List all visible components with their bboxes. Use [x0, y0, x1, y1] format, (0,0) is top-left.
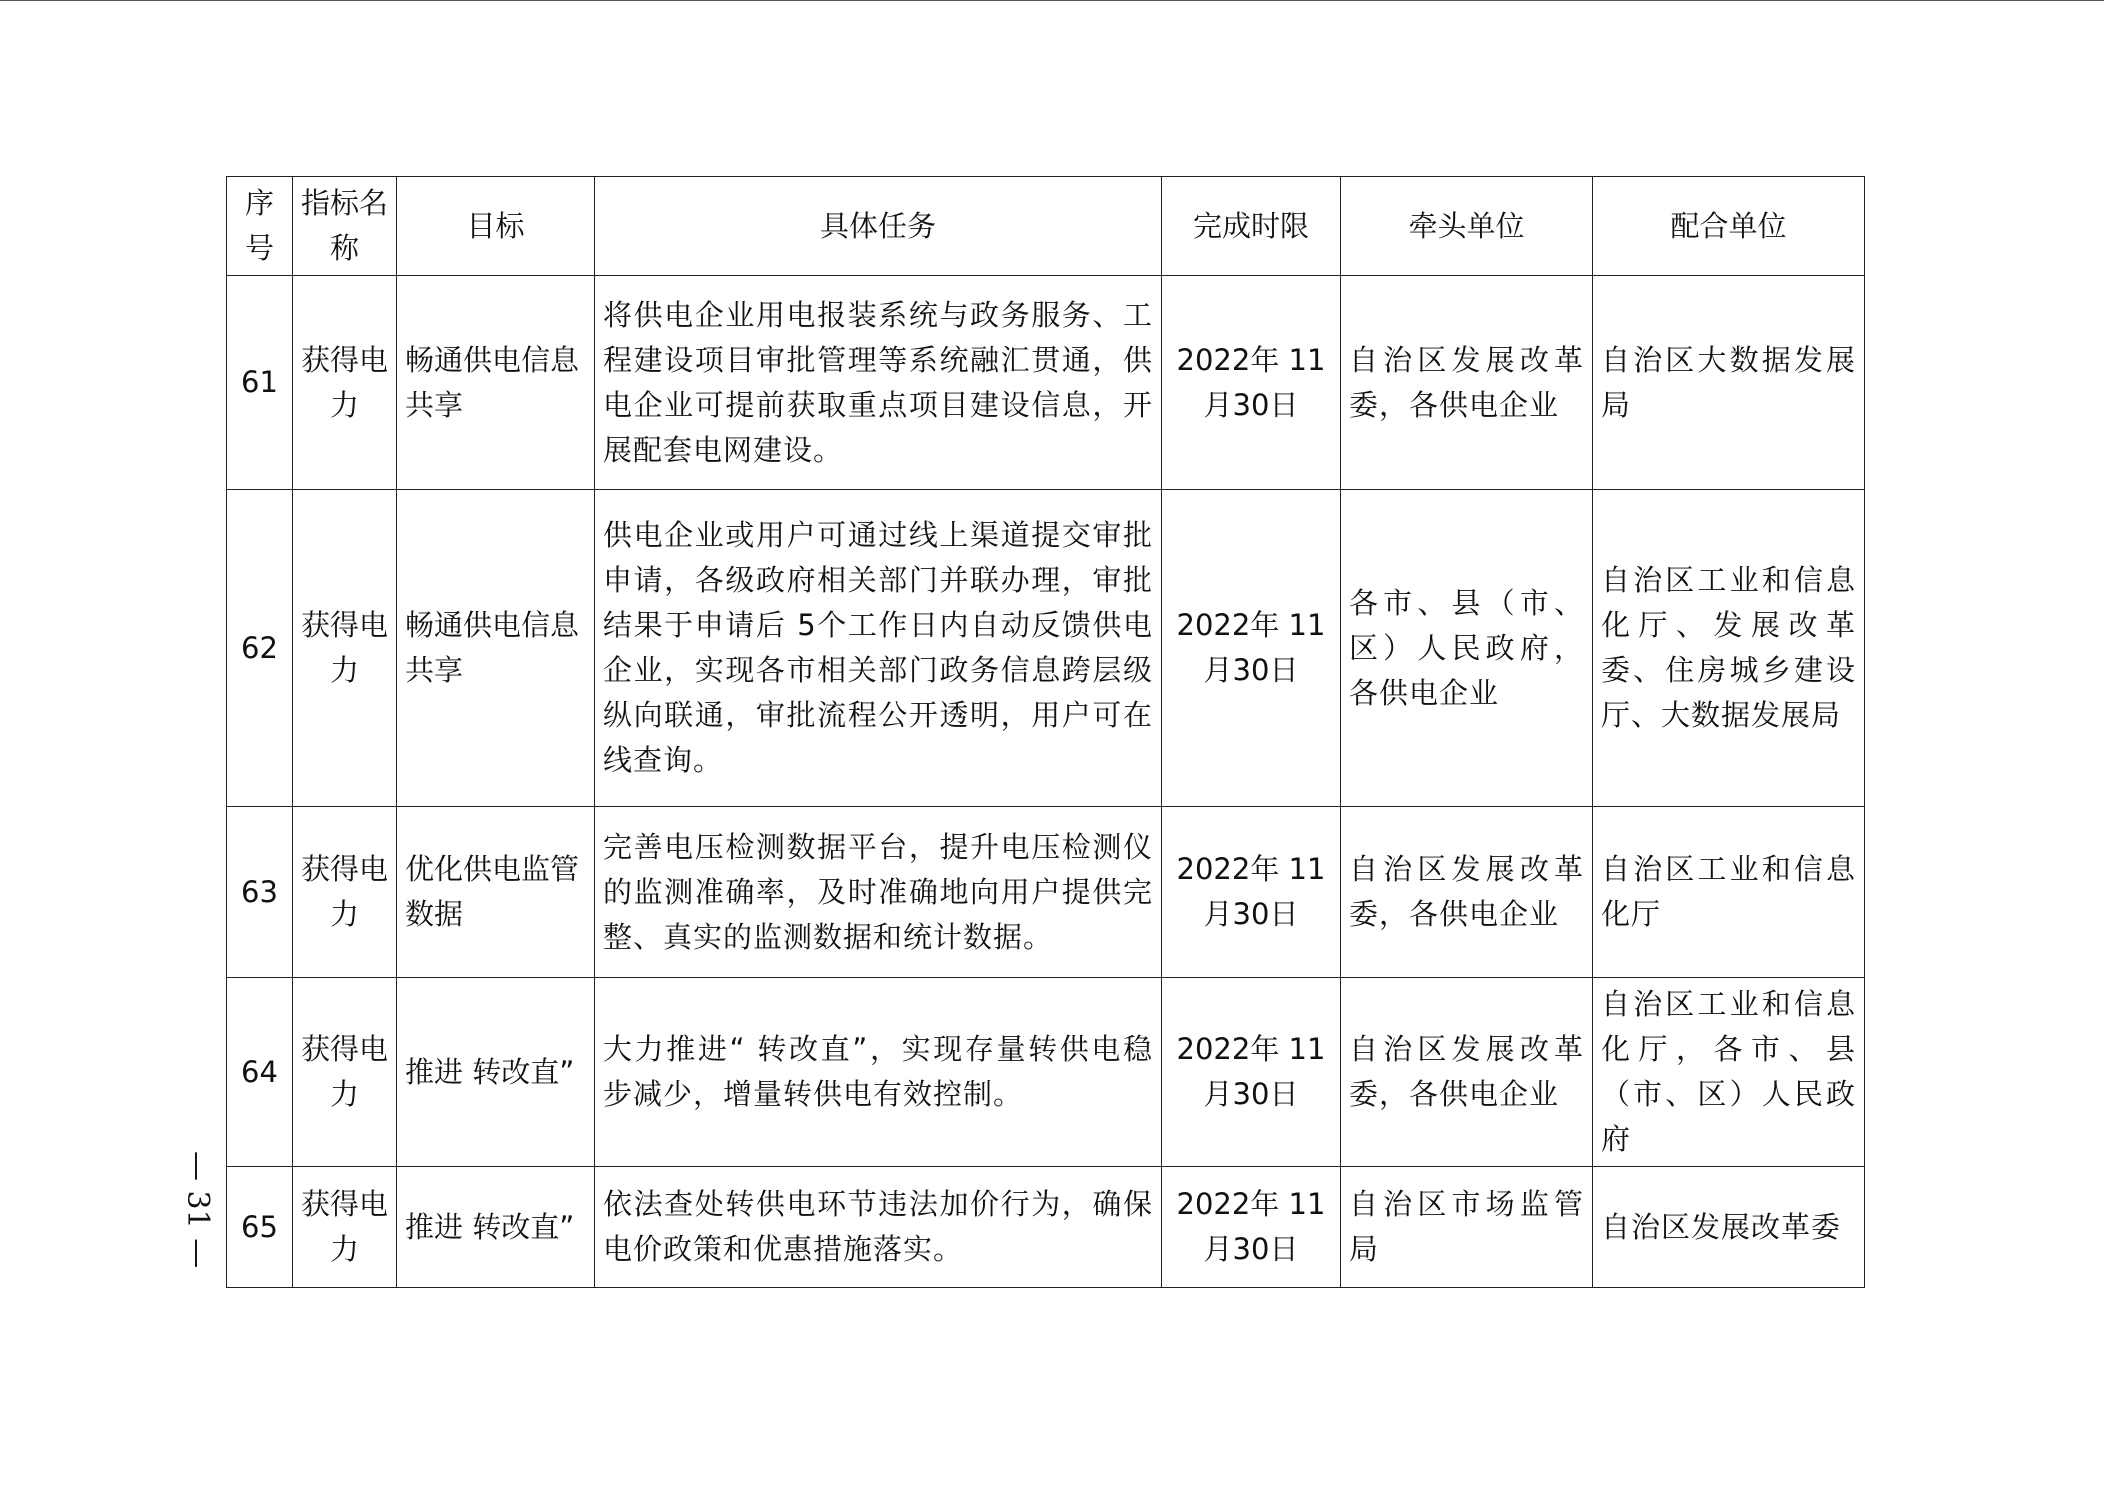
cell-deadline: 2022年 11月30日: [1162, 978, 1341, 1167]
page-number: — 31 —: [180, 1151, 215, 1269]
table-header-row: [227, 177, 1865, 276]
task-table: [226, 176, 1865, 1288]
cell-deadline: 2022年 11月30日: [1162, 807, 1341, 978]
cell-task: 完善电压检测数据平台，提升电压检测仪的监测准确率，及时准确地向用户提供完整、真实的监测数据和统计数据。: [595, 807, 1162, 978]
cell-goal: 推进 转改直”: [397, 978, 595, 1167]
cell-lead: 自治区发展改革委，各供电企业: [1341, 276, 1593, 490]
cell-indicator: 获得电力: [293, 807, 397, 978]
cell-lead: 自治区发展改革委，各供电企业: [1341, 807, 1593, 978]
cell-seq: 63: [227, 807, 293, 978]
cell-support: 自治区工业和信息化厅: [1593, 807, 1865, 978]
cell-support: 自治区发展改革委: [1593, 1167, 1865, 1288]
table-row: [227, 978, 1865, 1167]
cell-seq: 64: [227, 978, 293, 1167]
cell-goal: 畅通供电信息共享: [397, 276, 595, 490]
header-lead: 牵头单位: [1341, 177, 1593, 276]
table-row: [227, 1167, 1865, 1288]
cell-seq: 61: [227, 276, 293, 490]
cell-deadline: 2022年 11月30日: [1162, 490, 1341, 807]
cell-goal: 推进 转改直”: [397, 1167, 595, 1288]
cell-support: 自治区工业和信息化厅、发展改革委、住房城乡建设厅、大数据发展局: [1593, 490, 1865, 807]
header-support: 配合单位: [1593, 177, 1865, 276]
cell-indicator: 获得电力: [293, 490, 397, 807]
table-row: [227, 276, 1865, 490]
cell-seq: 62: [227, 490, 293, 807]
cell-seq: 65: [227, 1167, 293, 1288]
cell-deadline: 2022年 11月30日: [1162, 1167, 1341, 1288]
cell-indicator: 获得电力: [293, 978, 397, 1167]
cell-goal: 畅通供电信息共享: [397, 490, 595, 807]
page-top-rule: [0, 0, 2104, 1]
cell-goal: 优化供电监管数据: [397, 807, 595, 978]
cell-task: 供电企业或用户可通过线上渠道提交审批申请，各级政府相关部门并联办理，审批结果于申请后 5个工作日内自动反馈供电企业，实现各市相关部门政务信息跨层级纵向联通，审批流程公开透明，用户可在线查询。: [595, 490, 1162, 807]
cell-lead: 各市、县（市、区）人民政府，各供电企业: [1341, 490, 1593, 807]
cell-task: 依法查处转供电环节违法加价行为，确保电价政策和优惠措施落实。: [595, 1167, 1162, 1288]
table-row: [227, 490, 1865, 807]
header-indicator: 指标名称: [293, 177, 397, 276]
cell-indicator: 获得电力: [293, 1167, 397, 1288]
cell-support: 自治区工业和信息化厅，各市、县（市、区）人民政府: [1593, 978, 1865, 1167]
header-deadline: 完成时限: [1162, 177, 1341, 276]
cell-task: 大力推进“ 转改直”，实现存量转供电稳步减少，增量转供电有效控制。: [595, 978, 1162, 1167]
cell-lead: 自治区市场监管局: [1341, 1167, 1593, 1288]
header-seq: 序号: [227, 177, 293, 276]
cell-support: 自治区大数据发展局: [1593, 276, 1865, 490]
table-row: [227, 807, 1865, 978]
cell-task: 将供电企业用电报装系统与政务服务、工程建设项目审批管理等系统融汇贯通，供电企业可提前获取重点项目建设信息，开展配套电网建设。: [595, 276, 1162, 490]
cell-lead: 自治区发展改革委，各供电企业: [1341, 978, 1593, 1167]
header-task: 具体任务: [595, 177, 1162, 276]
cell-indicator: 获得电力: [293, 276, 397, 490]
cell-deadline: 2022年 11月30日: [1162, 276, 1341, 490]
header-goal: 目标: [397, 177, 595, 276]
